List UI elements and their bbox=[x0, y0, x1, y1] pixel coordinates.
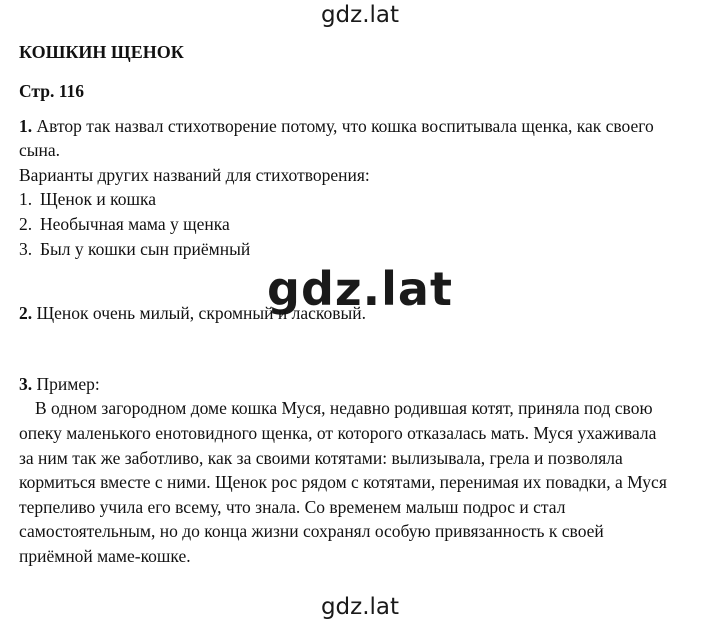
document-body bbox=[19, 40, 704, 569]
answer-1-intro: Варианты других названий для стихотворения: bbox=[19, 164, 370, 185]
answer-2-text: Щенок очень милый, скромный и ласковый. bbox=[36, 303, 367, 324]
title-options-list bbox=[19, 187, 704, 261]
answer-3 bbox=[19, 372, 704, 569]
answer-3-line-4: кормиться вместе с ними. Щенок рос рядом с котятами, перенимая их повадки, а Муся bbox=[19, 472, 667, 493]
list-item-number: 2. bbox=[19, 213, 33, 234]
watermark-middle: gdz.lat bbox=[267, 262, 453, 316]
answer-1 bbox=[19, 114, 704, 262]
answer-3-line-3: за ним так же заботливо, как за своими котятами: вылизывала, грела и позволяла bbox=[19, 447, 623, 468]
answer-3-label-line bbox=[19, 372, 704, 397]
list-item bbox=[19, 187, 704, 212]
answer-3-line-5: терпеливо учила его всему, что знала. Со временем малыш подрос и стал bbox=[19, 496, 566, 517]
answer-3-line-7: приёмной маме-кошке. bbox=[19, 545, 191, 566]
list-item bbox=[19, 212, 704, 237]
answer-3-line-2: опеку маленького енотовидного щенка, от которого отказалась мать. Муся ухаживала bbox=[19, 422, 657, 443]
answer-1-number: 1. bbox=[19, 115, 33, 136]
answer-2-number: 2. bbox=[19, 303, 33, 324]
list-item-text: Щенок и кошка bbox=[40, 189, 156, 210]
answer-3-label: Пример: bbox=[36, 373, 100, 394]
list-item-number: 1. bbox=[19, 189, 33, 210]
watermark-bottom: gdz.lat bbox=[320, 594, 400, 620]
page-title: КОШКИН ЩЕНОК bbox=[19, 42, 184, 62]
answer-1-text: Автор так назвал стихотворение потому, что кошка воспитывала щенка, как своего bbox=[36, 115, 654, 136]
watermark-top: gdz.lat bbox=[320, 2, 400, 28]
answer-1-line-1 bbox=[19, 114, 704, 139]
page-reference: Стр. 116 bbox=[19, 81, 84, 101]
list-item-number: 3. bbox=[19, 238, 33, 259]
list-item bbox=[19, 237, 704, 262]
answer-3-line-1: В одном загородном доме кошка Муся, недавно родившая котят, приняла под свою bbox=[35, 398, 653, 419]
answer-3-number: 3. bbox=[19, 373, 33, 394]
list-item-text: Необычная мама у щенка bbox=[40, 213, 230, 234]
answer-3-line-6: самостоятельным, но до конца жизни сохранял особую привязанность к своей bbox=[19, 521, 604, 542]
answer-1-line-2: сына. bbox=[19, 140, 61, 161]
list-item-text: Был у кошки сын приёмный bbox=[40, 238, 251, 259]
answer-2 bbox=[19, 301, 704, 326]
